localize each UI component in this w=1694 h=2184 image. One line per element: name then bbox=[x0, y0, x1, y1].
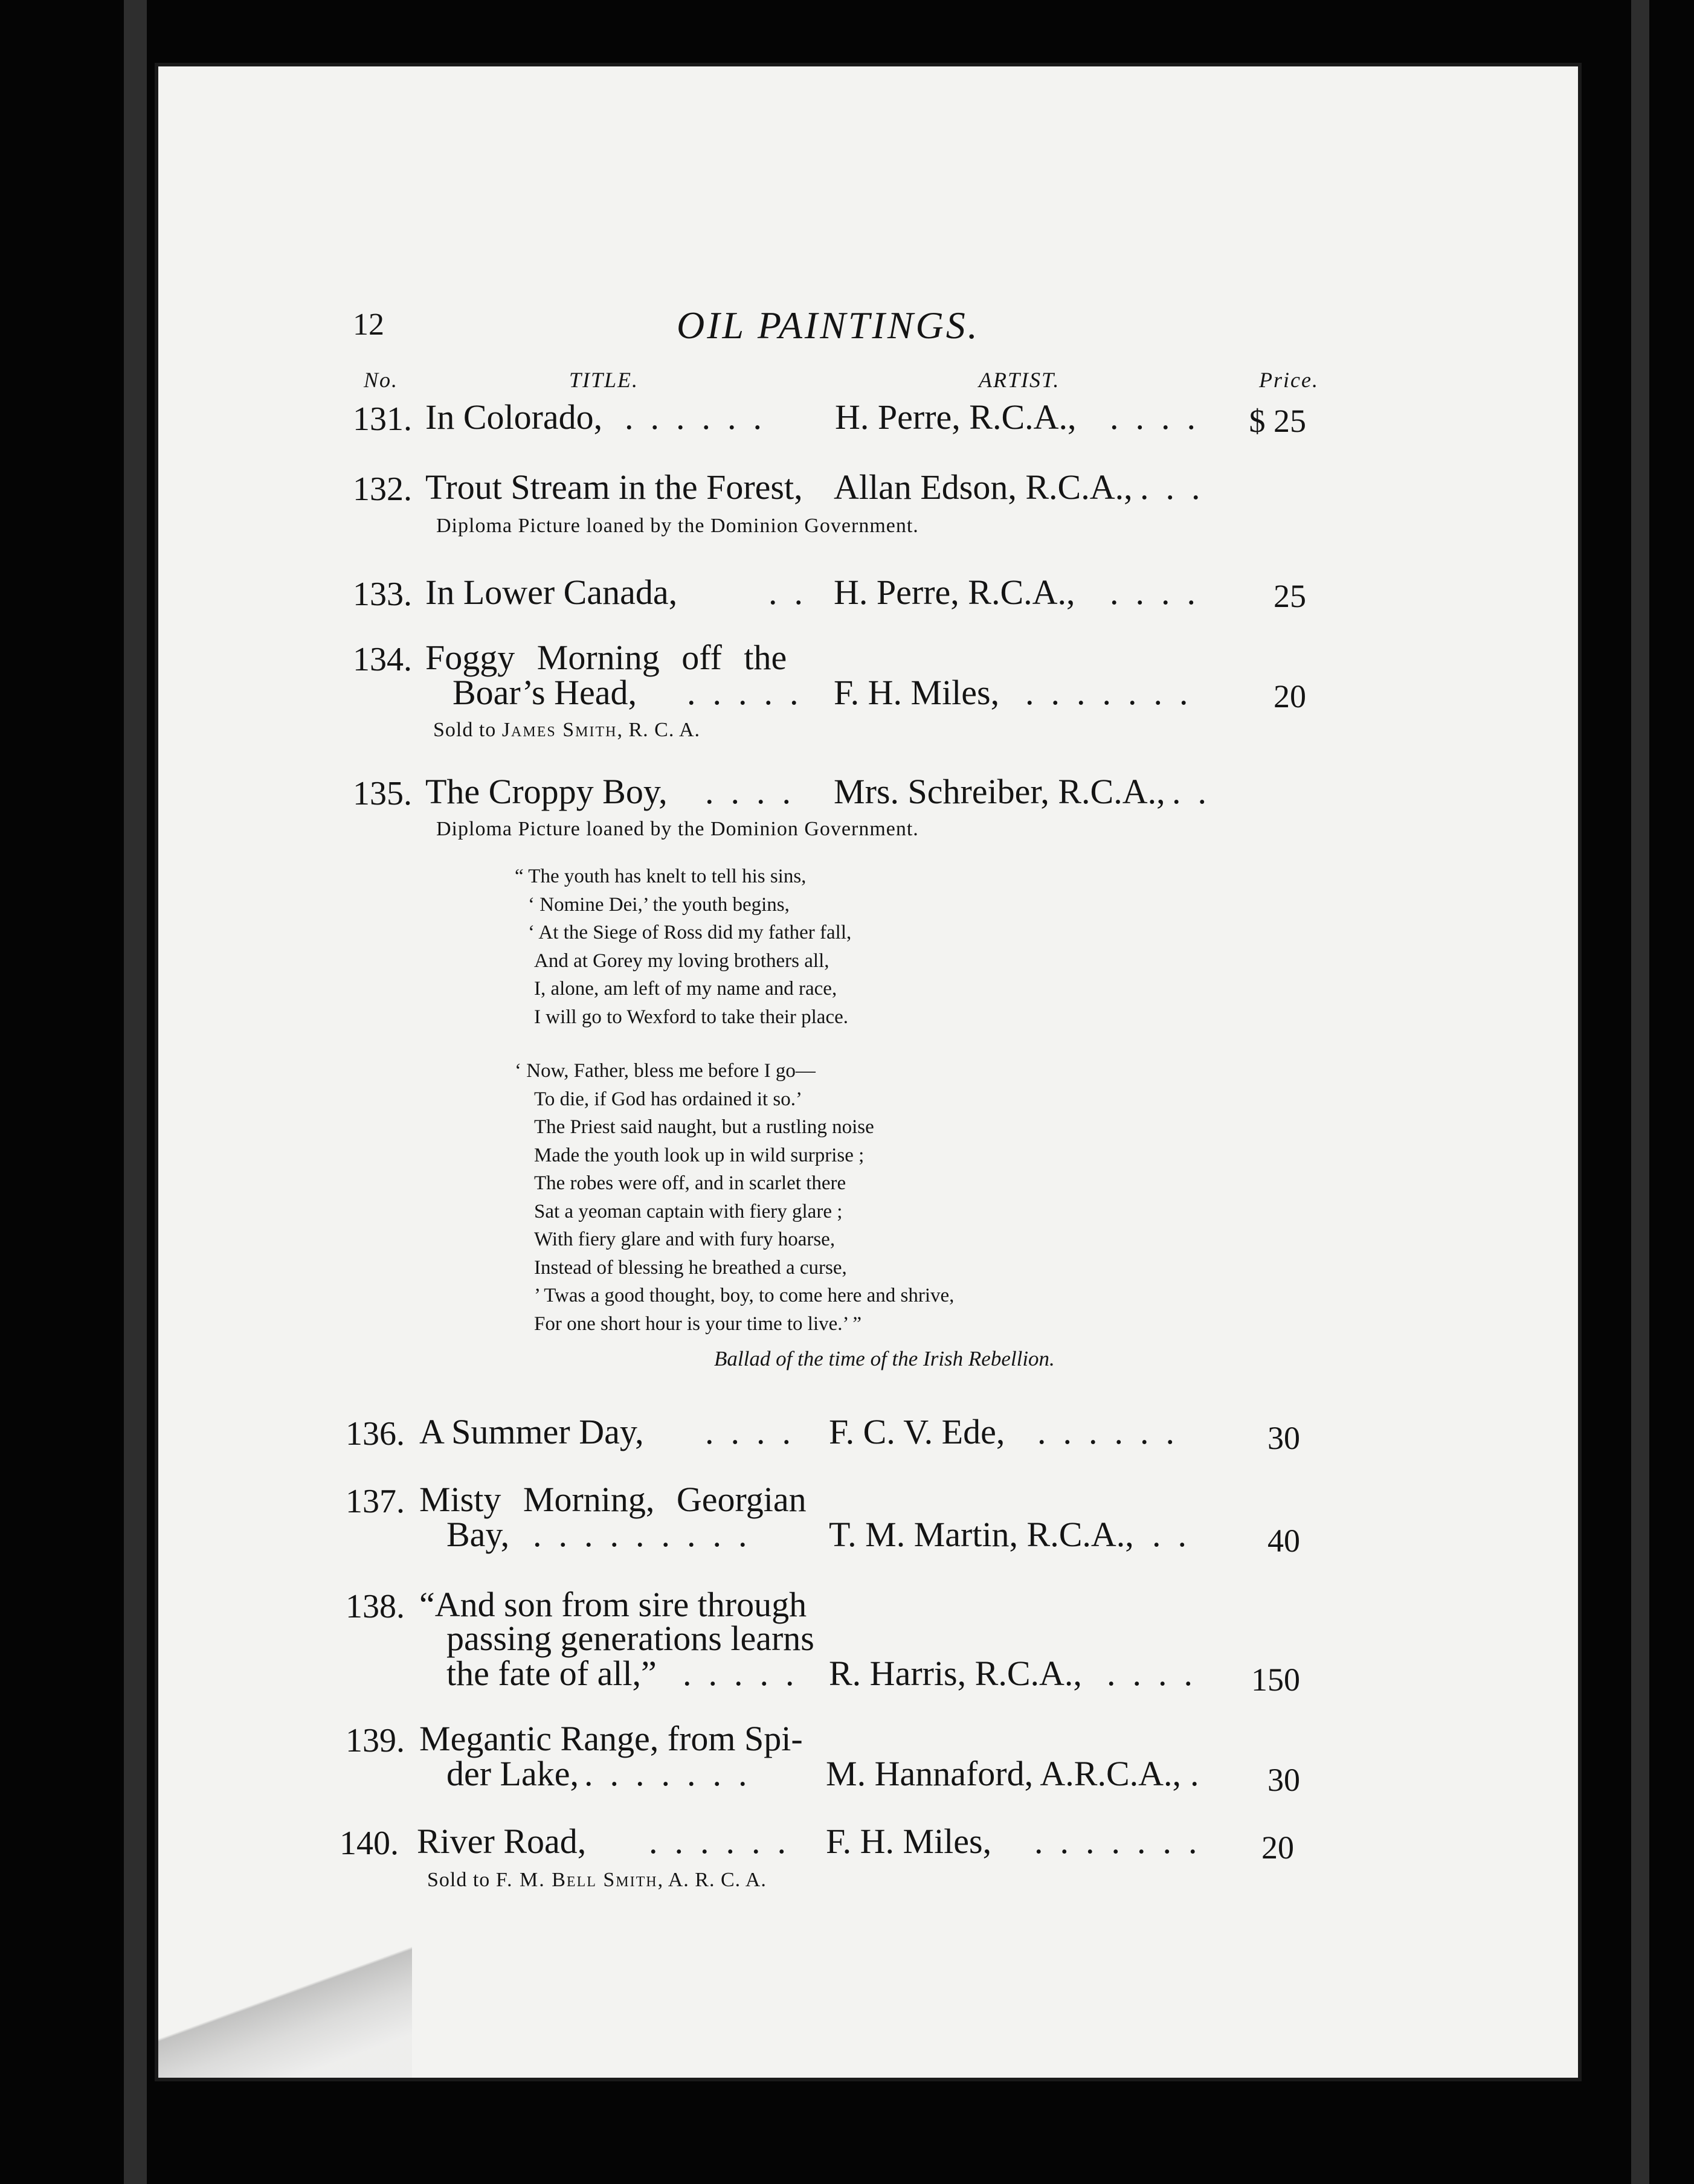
poem-line: ‘ Nomine Dei,’ the youth begins, bbox=[528, 893, 790, 916]
poem-stanza-1 bbox=[515, 862, 851, 1031]
entry-note bbox=[433, 719, 700, 742]
section-title: OIL PAINTINGS. bbox=[677, 304, 980, 347]
entry-artist: F. H. Miles, bbox=[826, 1822, 992, 1861]
entry-number: 139. bbox=[346, 1722, 405, 1759]
entry-title-line-2: Boar’s Head, bbox=[452, 673, 637, 712]
entry-artist: H. Perre, R.C.A., bbox=[835, 397, 1077, 437]
leader-dots: .. bbox=[1152, 1515, 1203, 1554]
poem-line: The Priest said naught, but a rustling noise bbox=[534, 1116, 874, 1138]
entry-title-line-3: the fate of all,” bbox=[446, 1654, 657, 1693]
entry-artist: M. Hannaford, A.R.C.A., bbox=[826, 1754, 1182, 1793]
entry-price: $ 25 bbox=[1249, 403, 1306, 439]
page-number: 12 bbox=[353, 307, 384, 342]
entry-number: 137. bbox=[346, 1483, 405, 1520]
leader-dots: ...... bbox=[1037, 1412, 1191, 1451]
poem-line: I, alone, am left of my name and race, bbox=[534, 978, 837, 1000]
catalogue-page bbox=[158, 66, 1578, 2078]
poem-line: With fiery glare and with fury hoarse, bbox=[534, 1228, 836, 1250]
leader-dots: .... bbox=[705, 772, 808, 811]
entry-number: 133. bbox=[353, 576, 412, 613]
entry-number: 134. bbox=[353, 641, 412, 678]
entry-price: 40 bbox=[1267, 1523, 1300, 1559]
entry-price: 30 bbox=[1267, 1762, 1300, 1798]
poem-line: To die, if God has ordained it so.’ bbox=[534, 1088, 803, 1110]
column-heading-artist: ARTIST. bbox=[979, 368, 1060, 392]
entry-title: The Croppy Boy, bbox=[425, 772, 668, 811]
leader-dots: ... bbox=[1140, 467, 1217, 507]
entry-artist: T. M. Martin, R.C.A., bbox=[829, 1515, 1134, 1554]
poem-line: Instead of blessing he breathed a curse, bbox=[534, 1256, 847, 1279]
entry-artist: F. C. V. Ede, bbox=[829, 1412, 1005, 1451]
entry-note: Diploma Picture loaned by the Dominion Government. bbox=[436, 818, 919, 840]
leader-dots: ...... bbox=[625, 397, 779, 437]
column-heading-price: Price. bbox=[1259, 368, 1319, 392]
entry-artist: F. H. Miles, bbox=[834, 673, 1000, 712]
poem-line: For one short hour is your time to live.’ ” bbox=[534, 1312, 861, 1335]
note-prefix: Sold to bbox=[433, 719, 497, 741]
poem-line: ‘ At the Siege of Ross did my father fall, bbox=[528, 922, 852, 943]
entry-note bbox=[427, 1869, 767, 1892]
leader-dots: .... bbox=[1107, 1654, 1209, 1693]
entry-title-line-2: Bay, bbox=[446, 1515, 510, 1554]
entry-number: 138. bbox=[346, 1588, 405, 1625]
entry-price: 20 bbox=[1261, 1829, 1294, 1866]
poem-line: Made the youth look up in wild surprise ; bbox=[534, 1144, 865, 1166]
entry-title-line-1: “And son from sire through bbox=[419, 1585, 807, 1624]
entry-title: A Summer Day, bbox=[419, 1412, 644, 1451]
note-suffix: , R. C. A. bbox=[617, 719, 701, 741]
poem-line: And at Gorey my loving brothers all, bbox=[534, 949, 829, 972]
leader-dots: ......... bbox=[533, 1515, 764, 1554]
entry-title-line-2: passing generations learns bbox=[446, 1619, 814, 1658]
note-buyer-name: James Smith bbox=[501, 719, 617, 741]
poem-line: Sat a yeoman captain with fiery glare ; bbox=[534, 1200, 843, 1222]
leader-dots: ...... bbox=[649, 1822, 803, 1861]
entry-title-line-1: Megantic Range, from Spi- bbox=[419, 1719, 803, 1758]
note-prefix: Sold to bbox=[427, 1869, 491, 1891]
entry-title-line-1: Foggy Morning off the bbox=[425, 638, 787, 677]
poem-line: “ The youth has knelt to tell his sins, bbox=[515, 866, 807, 887]
poem-line: ’ Twas a good thought, boy, to come here and shrive, bbox=[534, 1285, 955, 1306]
entry-price: 25 bbox=[1274, 578, 1306, 614]
leader-dots: .. bbox=[1172, 772, 1223, 811]
entry-number: 135. bbox=[353, 775, 412, 812]
leader-dots: ....... bbox=[584, 1754, 764, 1793]
poem-stanza-2 bbox=[515, 1057, 954, 1338]
entry-artist: H. Perre, R.C.A., bbox=[834, 573, 1075, 612]
note-buyer-name: F. M. Bell Smith bbox=[495, 1869, 658, 1891]
entry-title: River Road, bbox=[417, 1822, 587, 1861]
scan-edge-right bbox=[1631, 0, 1649, 2184]
entry-price: 150 bbox=[1251, 1662, 1300, 1698]
leader-dots: ....... bbox=[1034, 1822, 1214, 1861]
entry-title: In Lower Canada, bbox=[425, 573, 678, 612]
leader-dots: .. bbox=[768, 573, 820, 612]
column-heading-no: No. bbox=[364, 368, 399, 392]
column-heading-title: TITLE. bbox=[569, 368, 639, 392]
entry-price: 30 bbox=[1267, 1420, 1300, 1456]
entry-price: 20 bbox=[1274, 678, 1306, 715]
entry-artist: R. Harris, R.C.A., bbox=[829, 1654, 1082, 1693]
leader-dots: .... bbox=[1110, 397, 1213, 437]
entry-title: In Colorado, bbox=[425, 397, 603, 437]
entry-artist: Allan Edson, R.C.A., bbox=[834, 467, 1133, 507]
poem-line: ‘ Now, Father, bless me before I go— bbox=[515, 1060, 816, 1082]
leader-dots: . bbox=[1190, 1754, 1216, 1793]
entry-artist: Mrs. Schreiber, R.C.A., bbox=[834, 772, 1165, 811]
leader-dots: .... bbox=[705, 1412, 808, 1451]
entry-number: 131. bbox=[353, 400, 412, 438]
leader-dots: ..... bbox=[687, 673, 816, 712]
poem-line: I will go to Wexford to take their place. bbox=[534, 1006, 848, 1028]
entry-number: 140. bbox=[340, 1825, 399, 1862]
entry-title-line-1: Misty Morning, Georgian bbox=[419, 1480, 807, 1519]
entry-note: Diploma Picture loaned by the Dominion Government. bbox=[436, 515, 919, 537]
note-suffix: , A. R. C. A. bbox=[657, 1869, 767, 1891]
leader-dots: ....... bbox=[1025, 673, 1205, 712]
entry-title: Trout Stream in the Forest, bbox=[425, 467, 803, 507]
scan-edge-left bbox=[124, 0, 147, 2184]
entry-number: 132. bbox=[353, 471, 412, 508]
entry-number: 136. bbox=[346, 1415, 405, 1453]
leader-dots: .... bbox=[1110, 573, 1213, 612]
poem-line: The robes were off, and in scarlet there bbox=[534, 1172, 846, 1194]
page-corner-wear bbox=[158, 1878, 412, 2078]
entry-title-line-2: der Lake, bbox=[446, 1754, 579, 1793]
poem-attribution: Ballad of the time of the Irish Rebellion. bbox=[714, 1347, 1055, 1370]
leader-dots: ..... bbox=[683, 1654, 811, 1693]
